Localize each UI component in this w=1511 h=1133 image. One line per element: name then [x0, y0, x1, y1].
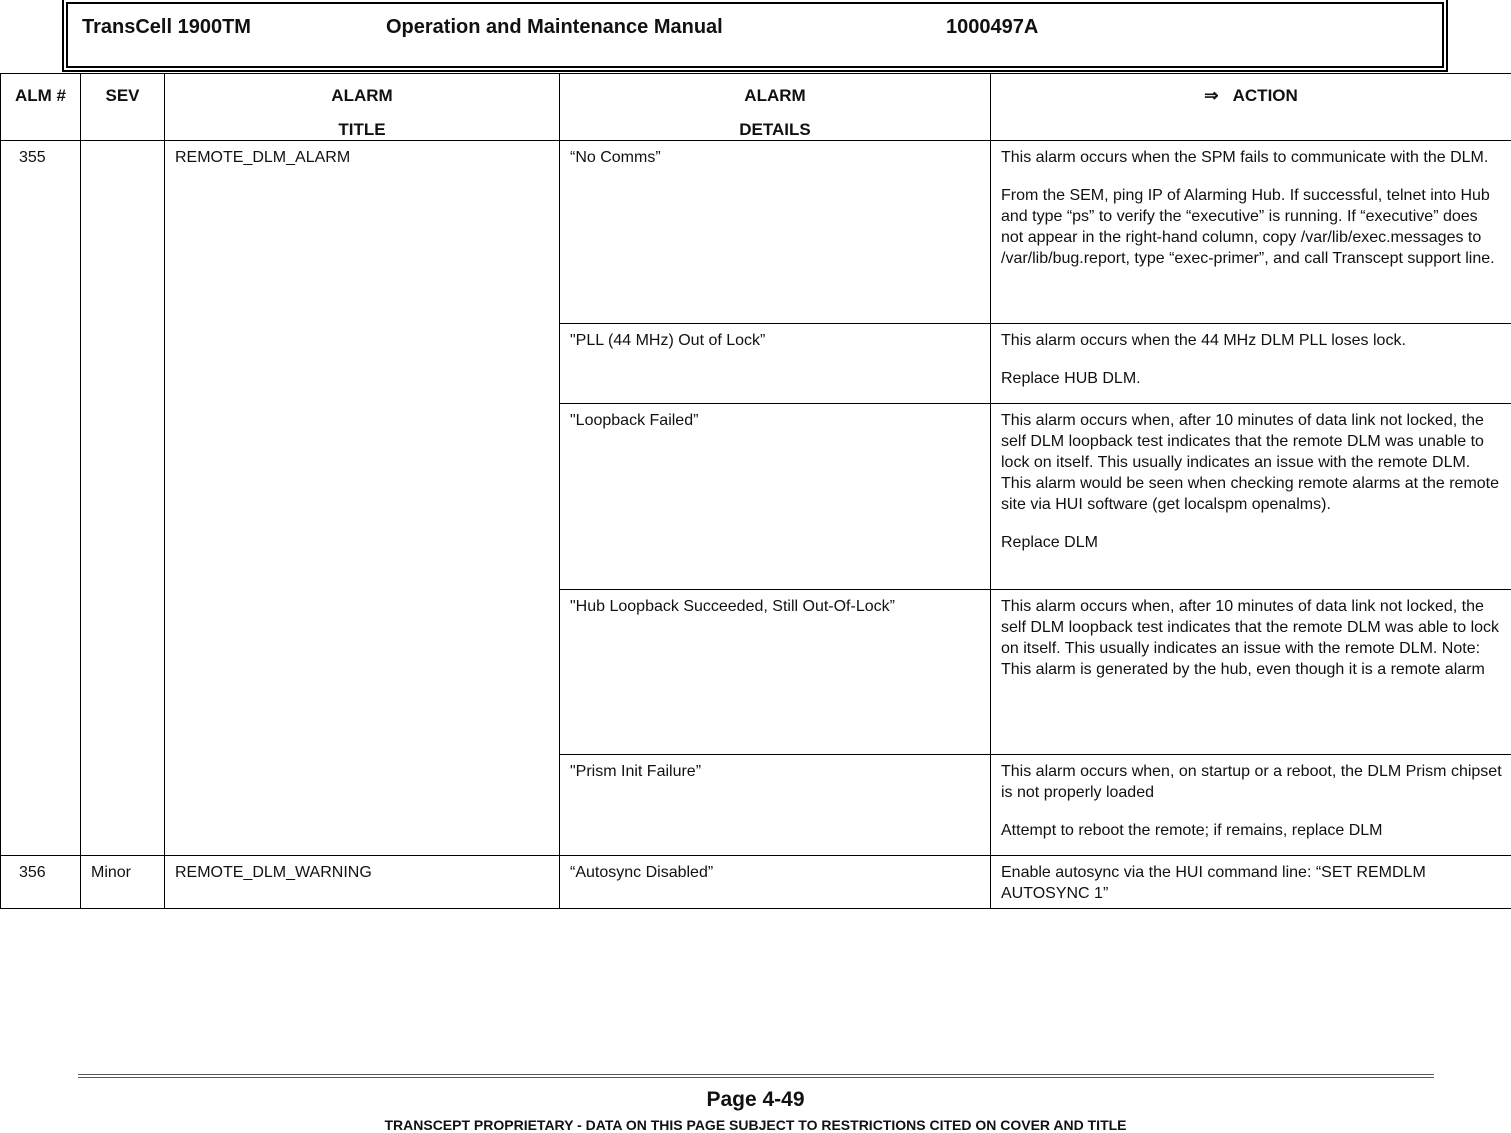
footer-divider	[78, 1074, 1434, 1078]
col-header-alm: ALM #	[1, 74, 81, 141]
table-row	[1, 856, 1511, 909]
col-header-details: ALARM DETAILS	[560, 74, 991, 141]
alarm-details-cell: "Loopback Failed”	[560, 404, 991, 590]
alarm-title-cell: REMOTE_DLM_ALARM	[165, 141, 560, 856]
table-row	[1, 141, 1511, 324]
proprietary-notice: TRANSCEPT PROPRIETARY - DATA ON THIS PAGE SUBJECT TO RESTRICTIONS CITED ON COVER AND TITLE	[384, 1117, 1127, 1133]
page-header	[66, 2, 1444, 68]
severity-cell: Minor	[81, 856, 165, 909]
action-cell: Enable autosync via the HUI command line: “SET REMDLM AUTOSYNC 1”	[991, 856, 1511, 909]
severity-cell	[81, 141, 165, 856]
page-number: Page 4-49	[706, 1088, 805, 1111]
arrow-icon: ⇒	[1204, 86, 1219, 105]
alarm-details-cell: “Autosync Disabled”	[560, 856, 991, 909]
action-cell: This alarm occurs when the 44 MHz DLM PLL loses lock. Replace HUB DLM.	[991, 324, 1511, 404]
action-cell: This alarm occurs when, after 10 minutes of data link not locked, the self DLM loopback test indicates that the remote DLM was able to lock on itself. This usually indicates an issue with the remote DLM. Note: This alarm is generated by the hub, even though it is a remote alarm	[991, 590, 1511, 755]
action-cell: This alarm occurs when, on startup or a reboot, the DLM Prism chipset is not properly loaded Attempt to reboot the remote; if remains, replace DLM	[991, 755, 1511, 856]
action-cell: This alarm occurs when the SPM fails to communicate with the DLM. From the SEM, ping IP of Alarming Hub. If successful, telnet into Hub and type “ps” to verify the “executive” is running. If “executive” does not appear in the right-hand column, copy /var/lib/exec.messages to /var/lib/bug.report, type “exec-primer”, and call Transcept support line.	[991, 141, 1511, 324]
action-cell: This alarm occurs when, after 10 minutes of data link not locked, the self DLM loopback test indicates that the remote DLM was unable to lock on itself. This usually indicates an issue with the remote DLM. This alarm would be seen when checking remote alarms at the remote site via HUI software (get localspm openalms). Replace DLM	[991, 404, 1511, 590]
alarm-table	[0, 73, 1511, 909]
col-header-title: ALARM TITLE	[165, 74, 560, 141]
header-doc-number: 1000497A	[946, 16, 1039, 38]
header-manual-title: Operation and Maintenance Manual	[386, 16, 723, 38]
alarm-details-cell: “No Comms”	[560, 141, 991, 324]
alarm-number-cell: 356	[1, 856, 81, 909]
alarm-details-cell: "Hub Loopback Succeeded, Still Out-Of-Lock”	[560, 590, 991, 755]
header-product: TransCell 1900TM	[82, 16, 251, 38]
col-header-sev: SEV	[81, 74, 165, 141]
alarm-number-cell: 355	[1, 141, 81, 856]
col-header-action: ⇒ ACTION	[991, 74, 1511, 141]
alarm-details-cell: "PLL (44 MHz) Out of Lock”	[560, 324, 991, 404]
alarm-details-cell: "Prism Init Failure”	[560, 755, 991, 856]
alarm-title-cell: REMOTE_DLM_WARNING	[165, 856, 560, 909]
table-header-row	[1, 74, 1511, 141]
